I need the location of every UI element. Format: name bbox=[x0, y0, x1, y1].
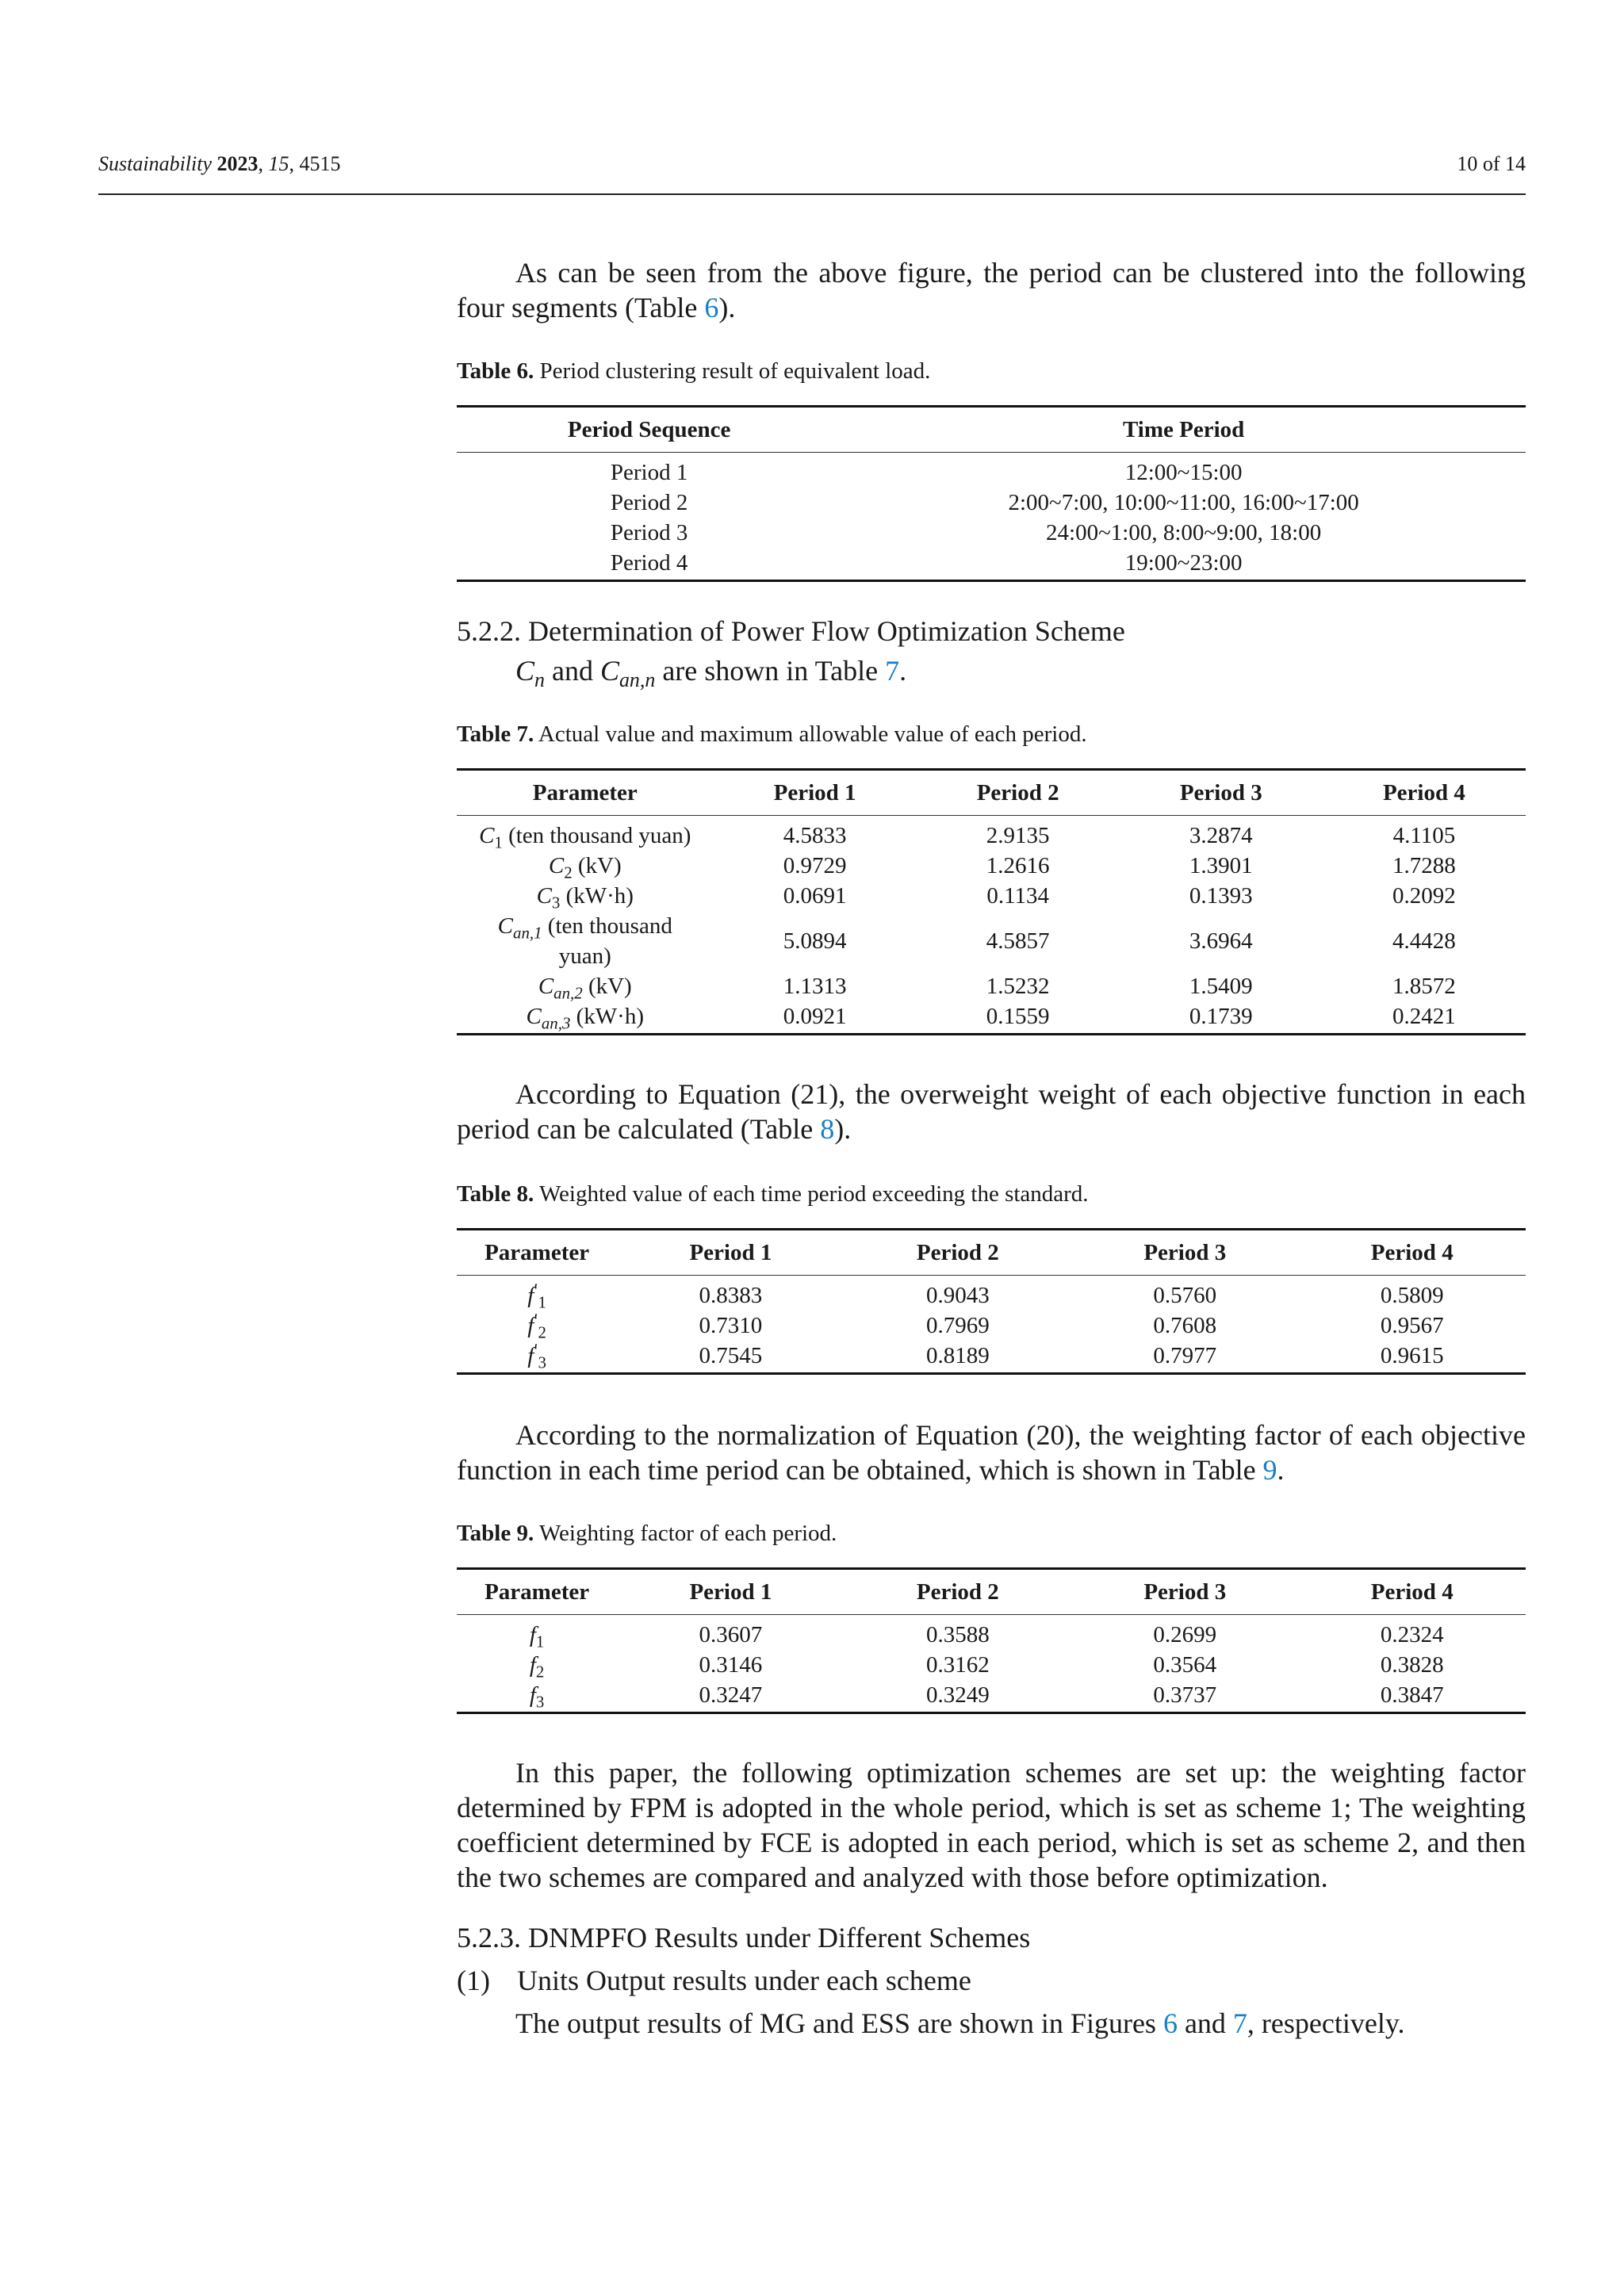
table-cell: 3.2874 bbox=[1189, 823, 1253, 848]
table-9 bbox=[457, 1567, 1526, 1714]
table-7-header: Period 3 bbox=[1120, 770, 1323, 816]
figure-7-link[interactable]: 7 bbox=[1232, 2007, 1247, 2039]
section-5-2-2-intro bbox=[457, 653, 1526, 691]
symbol: f bbox=[527, 1343, 534, 1368]
page-content bbox=[457, 255, 1526, 2041]
table-cell: 0.1739 bbox=[1189, 1004, 1253, 1029]
table-cell: 0.1393 bbox=[1189, 883, 1253, 909]
paragraph-text: According to the normalization of Equation (20), the weighting factor of each objective function in each time period can be obtained, which is shown in Table bbox=[457, 1419, 1526, 1486]
prime-mark: ′ bbox=[534, 1340, 538, 1361]
table-7-header-row bbox=[457, 770, 1526, 816]
parameter-cell bbox=[457, 1001, 714, 1035]
table-cell: 1.1313 bbox=[783, 974, 847, 999]
table-cell: 1.5409 bbox=[1189, 974, 1253, 999]
table-7-link[interactable]: 7 bbox=[885, 655, 900, 687]
table-cell: 0.8189 bbox=[925, 1343, 990, 1368]
table-8-header: Parameter bbox=[457, 1230, 617, 1276]
table-8-header-row bbox=[457, 1230, 1526, 1276]
subscript: 3 bbox=[538, 1353, 546, 1372]
page-number: 10 of 14 bbox=[1457, 152, 1526, 175]
subscript: 3 bbox=[551, 893, 561, 913]
parameter-cell bbox=[457, 1341, 617, 1374]
table-7 bbox=[457, 768, 1526, 1035]
unit: (ten thousand bbox=[542, 913, 672, 939]
subscript: an,3 bbox=[541, 1013, 571, 1033]
table-cell: Period 1 bbox=[610, 460, 688, 485]
table-cell: 0.7310 bbox=[699, 1313, 763, 1338]
table-cell: 0.9729 bbox=[783, 853, 847, 878]
symbol: f bbox=[527, 1283, 534, 1308]
table-cell: 2:00~7:00, 10:00~11:00, 16:00~17:00 bbox=[1008, 490, 1359, 515]
table-cell: 1.2616 bbox=[986, 853, 1050, 878]
table-cell: 12:00~15:00 bbox=[1124, 460, 1243, 485]
final-paragraph bbox=[457, 2006, 1526, 2041]
table-cell: 4.5857 bbox=[986, 928, 1050, 954]
symbol: C bbox=[526, 1004, 542, 1029]
table-cell: 0.0691 bbox=[783, 883, 847, 909]
table-row bbox=[457, 1001, 1526, 1035]
table-6-label: Table 6. bbox=[457, 358, 534, 384]
journal-citation: Sustainability 2023, 15, 4515 bbox=[98, 152, 341, 175]
table-8-label: Table 8. bbox=[457, 1181, 534, 1207]
table-cell: 0.3249 bbox=[925, 1682, 990, 1708]
table-cell: 0.3588 bbox=[925, 1622, 990, 1647]
table-cell: 2.9135 bbox=[986, 823, 1050, 848]
table-row bbox=[457, 1341, 1526, 1374]
symbol: f bbox=[529, 1622, 536, 1647]
parameter-cell bbox=[457, 911, 714, 971]
intro-text-end: ). bbox=[718, 292, 736, 323]
symbol: f bbox=[529, 1682, 536, 1708]
table-6-header: Time Period bbox=[841, 407, 1526, 453]
subscript: 1 bbox=[538, 1292, 546, 1312]
subscript: an,2 bbox=[553, 983, 583, 1003]
symbol: C bbox=[548, 853, 565, 878]
paragraph-text-end: , respectively. bbox=[1247, 2007, 1405, 2039]
table-9-caption-text: Weighting factor of each period. bbox=[538, 1521, 837, 1546]
table-8-link[interactable]: 8 bbox=[820, 1113, 835, 1145]
table-6 bbox=[457, 405, 1526, 582]
table-9-header: Period 2 bbox=[845, 1569, 1071, 1615]
table-row bbox=[457, 518, 1526, 548]
table-9-header: Period 4 bbox=[1299, 1569, 1526, 1615]
parameter-cell bbox=[457, 816, 714, 851]
figure-6-link[interactable]: 6 bbox=[1162, 2007, 1178, 2039]
unit: (kW·h) bbox=[560, 883, 634, 909]
table-9-header: Parameter bbox=[457, 1569, 617, 1615]
table-cell: 5.0894 bbox=[783, 928, 847, 954]
table-8-header: Period 4 bbox=[1299, 1230, 1526, 1276]
subscript: 2 bbox=[538, 1322, 546, 1342]
table-9-label: Table 9. bbox=[457, 1521, 534, 1546]
symbol: C bbox=[536, 883, 552, 909]
journal-name: Sustainability bbox=[98, 152, 212, 175]
subscript: an,n bbox=[619, 668, 656, 691]
table-row bbox=[457, 488, 1526, 518]
subscript: 3 bbox=[535, 1692, 545, 1712]
equation-20-paragraph bbox=[457, 1418, 1526, 1487]
unit: (kV) bbox=[572, 853, 622, 878]
table-cell: 0.3247 bbox=[699, 1682, 763, 1708]
table-cell: Period 3 bbox=[610, 520, 688, 545]
paragraph-text-mid: and bbox=[1177, 2007, 1233, 2039]
unit: (kV) bbox=[582, 974, 632, 999]
section-5-2-2-title: 5.2.2. Determination of Power Flow Optimization Scheme bbox=[457, 615, 1125, 647]
parameter-cell bbox=[457, 881, 714, 911]
parameter-cell bbox=[457, 851, 714, 881]
symbol: f bbox=[529, 1652, 536, 1678]
table-8-header: Period 2 bbox=[845, 1230, 1071, 1276]
journal-volume: 15 bbox=[268, 152, 289, 175]
table-7-header: Parameter bbox=[457, 770, 714, 816]
table-cell: 1.3901 bbox=[1189, 853, 1253, 878]
parameter-cell bbox=[457, 971, 714, 1001]
table-cell: 0.3607 bbox=[699, 1622, 763, 1647]
table-7-header: Period 1 bbox=[714, 770, 917, 816]
table-cell: 24:00~1:00, 8:00~9:00, 18:00 bbox=[1046, 520, 1322, 545]
table-cell: 0.3847 bbox=[1380, 1682, 1444, 1708]
parameter-cell bbox=[457, 1615, 617, 1651]
symbol: C bbox=[538, 974, 554, 999]
text-end: . bbox=[899, 655, 907, 687]
intro-text: As can be seen from the above figure, the period can be clustered into the following four segments (Table bbox=[457, 257, 1526, 323]
unit-continued: yuan) bbox=[558, 943, 611, 969]
table-cell: 0.7977 bbox=[1153, 1343, 1217, 1368]
symbol-c: C bbox=[515, 655, 535, 687]
table-cell: 0.0921 bbox=[783, 1004, 847, 1029]
table-9-caption bbox=[457, 1521, 1526, 1547]
journal-year: 2023 bbox=[216, 152, 259, 175]
table-cell: 0.2699 bbox=[1153, 1622, 1217, 1647]
list-text: Units Output results under each scheme bbox=[517, 1965, 971, 1996]
table-6-caption bbox=[457, 358, 1526, 385]
text-and: and bbox=[544, 655, 600, 687]
table-cell: 0.9043 bbox=[925, 1283, 990, 1308]
table-9-header-row bbox=[457, 1569, 1526, 1615]
symbol: C bbox=[479, 823, 495, 848]
subscript: 2 bbox=[535, 1662, 545, 1682]
page-header bbox=[98, 149, 1526, 195]
table-cell: 0.9567 bbox=[1380, 1313, 1444, 1338]
table-cell: Period 4 bbox=[610, 550, 688, 576]
table-row bbox=[457, 1615, 1526, 1651]
parameter-cell bbox=[457, 1311, 617, 1341]
table-6-header-row bbox=[457, 407, 1526, 453]
table-9-header: Period 3 bbox=[1071, 1569, 1298, 1615]
list-number: (1) bbox=[457, 1965, 490, 1996]
table-cell: 0.3146 bbox=[699, 1652, 763, 1678]
paragraph-text: According to Equation (21), the overweight weight of each objective function in each period can be calculated (Table bbox=[457, 1078, 1526, 1145]
paragraph-text: The output results of MG and ESS are shown in Figures bbox=[515, 2007, 1163, 2039]
table-cell: 0.7545 bbox=[699, 1343, 763, 1368]
paragraph-text-end: . bbox=[1277, 1454, 1285, 1486]
subscript: 1 bbox=[494, 832, 503, 852]
table-row bbox=[457, 548, 1526, 581]
table-cell: 1.8572 bbox=[1392, 974, 1456, 999]
table-row bbox=[457, 1680, 1526, 1713]
subscript: 2 bbox=[564, 863, 573, 882]
equation-21-paragraph bbox=[457, 1077, 1526, 1146]
symbol: f bbox=[527, 1313, 534, 1338]
table-row bbox=[457, 1276, 1526, 1311]
table-cell: 0.1559 bbox=[986, 1004, 1050, 1029]
table-row bbox=[457, 1650, 1526, 1680]
table-cell: 0.3564 bbox=[1153, 1652, 1217, 1678]
table-7-header: Period 2 bbox=[917, 770, 1120, 816]
table-8-header: Period 1 bbox=[617, 1230, 844, 1276]
symbol: C bbox=[497, 913, 513, 939]
symbol-c: C bbox=[599, 655, 619, 687]
intro-paragraph bbox=[457, 255, 1526, 325]
table-6-caption-text: Period clustering result of equivalent load. bbox=[539, 358, 931, 384]
parameter-cell bbox=[457, 1680, 617, 1713]
table-6-link[interactable]: 6 bbox=[704, 292, 719, 323]
table-8 bbox=[457, 1228, 1526, 1375]
table-cell: 1.7288 bbox=[1392, 853, 1456, 878]
journal-article: 4515 bbox=[299, 152, 341, 175]
schemes-paragraph: In this paper, the following optimization schemes are set up: the weighting factor determined by FPM is adopted in the whole period, which is set as scheme 1; The weighting coefficient determined by FCE is adopted in each period, which is set as scheme 2, and then the two schemes are compared and analyzed with those before optimization. bbox=[457, 1757, 1526, 1893]
parameter-cell bbox=[457, 1650, 617, 1680]
text-body: are shown in Table bbox=[655, 655, 886, 687]
table-row bbox=[457, 911, 1526, 971]
table-cell: 4.4428 bbox=[1392, 928, 1456, 954]
subscript: 1 bbox=[535, 1632, 545, 1651]
table-cell: 0.2421 bbox=[1392, 1004, 1456, 1029]
paragraph-text-end: ). bbox=[834, 1113, 852, 1145]
prime-mark: ′ bbox=[534, 1310, 538, 1331]
table-cell: 0.3737 bbox=[1153, 1682, 1217, 1708]
table-row bbox=[457, 971, 1526, 1001]
table-7-header: Period 4 bbox=[1323, 770, 1526, 816]
table-cell: 0.3162 bbox=[925, 1652, 990, 1678]
table-cell: 0.7608 bbox=[1153, 1313, 1217, 1338]
table-7-caption bbox=[457, 721, 1526, 748]
table-cell: 1.5232 bbox=[986, 974, 1050, 999]
prime-mark: ′ bbox=[534, 1280, 538, 1301]
table-9-header: Period 1 bbox=[617, 1569, 844, 1615]
table-6-header: Period Sequence bbox=[457, 407, 841, 453]
table-row bbox=[457, 1311, 1526, 1341]
table-cell: 0.2324 bbox=[1380, 1622, 1444, 1647]
table-cell: 4.1105 bbox=[1392, 823, 1456, 848]
table-cell: 0.9615 bbox=[1380, 1343, 1444, 1368]
table-7-caption-text: Actual value and maximum allowable value of each period. bbox=[538, 721, 1087, 747]
table-cell: 0.5809 bbox=[1380, 1283, 1444, 1308]
table-cell: 3.6964 bbox=[1189, 928, 1253, 954]
table-7-label: Table 7. bbox=[457, 721, 534, 747]
table-cell: 4.5833 bbox=[783, 823, 847, 848]
unit: (ten thousand yuan) bbox=[502, 823, 691, 848]
table-8-header: Period 3 bbox=[1071, 1230, 1298, 1276]
table-8-caption-text: Weighted value of each time period exceeding the standard. bbox=[538, 1181, 1089, 1207]
list-item bbox=[457, 1963, 1526, 1998]
table-cell: 0.1134 bbox=[986, 883, 1050, 909]
table-cell: Period 2 bbox=[610, 490, 688, 515]
table-row bbox=[457, 881, 1526, 911]
table-row bbox=[457, 816, 1526, 851]
subscript: n bbox=[534, 668, 545, 691]
table-cell: 0.5760 bbox=[1153, 1283, 1217, 1308]
parameter-cell bbox=[457, 1276, 617, 1311]
subscript: an,1 bbox=[513, 923, 542, 943]
table-row bbox=[457, 851, 1526, 881]
table-cell: 0.2092 bbox=[1392, 883, 1456, 909]
table-8-caption bbox=[457, 1181, 1526, 1207]
table-row bbox=[457, 453, 1526, 488]
section-5-2-3-title: 5.2.3. DNMPFO Results under Different Schemes bbox=[457, 1922, 1031, 1954]
table-cell: 0.7969 bbox=[925, 1313, 990, 1338]
table-cell: 0.3828 bbox=[1380, 1652, 1444, 1678]
unit: (kW·h) bbox=[570, 1004, 644, 1029]
table-9-link[interactable]: 9 bbox=[1262, 1454, 1277, 1486]
table-cell: 0.8383 bbox=[699, 1283, 763, 1308]
table-cell: 19:00~23:00 bbox=[1124, 550, 1243, 576]
